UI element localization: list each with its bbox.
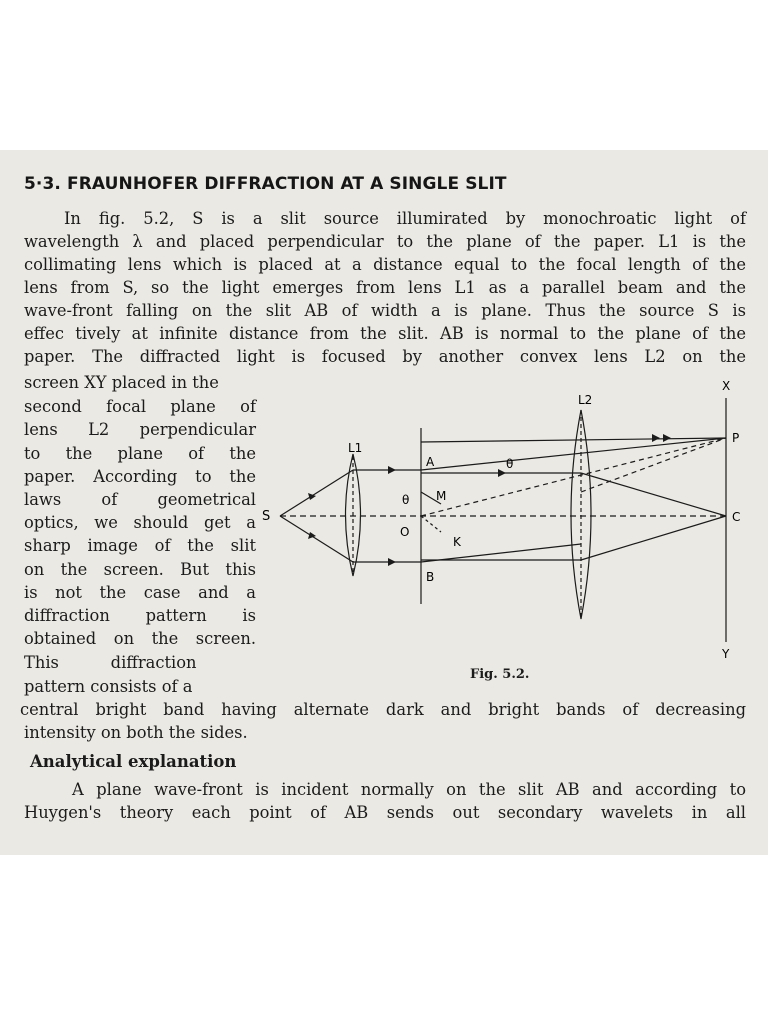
label-theta-slit: θ: [402, 493, 410, 507]
paragraph-1-line: wavelength λ and placed perpendicular to the plane of the paper. L1 is the: [24, 232, 746, 251]
wrapped-line: lens L2 perpendicular: [24, 420, 256, 439]
label-m: M: [436, 489, 447, 503]
wrapped-line: is not the case and a: [24, 583, 256, 602]
label-c: C: [732, 510, 741, 524]
section-heading: 5·3. FRAUNHOFER DIFFRACTION AT A SINGLE SLIT: [24, 174, 507, 194]
label-k: K: [453, 535, 461, 549]
paragraph-2-line: A plane wave-front is incident normally on the slit AB and according to: [72, 780, 746, 799]
label-theta-top: θ: [506, 457, 514, 471]
label-l2: L2: [578, 393, 593, 407]
paragraph-1-line: wave-front falling on the slit AB of width a is plane. Thus the source S is: [24, 301, 746, 320]
label-l1: L1: [348, 441, 363, 455]
paragraph-1-line: In fig. 5.2, S is a slit source illumirated by monochroatic light of: [64, 209, 746, 228]
wrapped-line: paper. According to the: [24, 467, 256, 486]
paragraph-1-line: collimating lens which is placed at a distance equal to the focal length of the: [24, 255, 746, 274]
wrapped-line: laws of geometrical: [24, 490, 256, 509]
label-o: O: [400, 525, 410, 539]
wrapped-line: to the plane of the: [24, 444, 256, 463]
label-x: X: [722, 379, 731, 393]
wrapped-line: obtained on the screen.: [24, 629, 256, 648]
label-b: B: [426, 570, 435, 584]
paragraph-1-line: effec tively at infinite distance from the slit. AB is normal to the plane of the: [24, 324, 746, 343]
continuation-line: intensity on both the sides.: [24, 723, 248, 742]
label-a: A: [426, 455, 435, 469]
label-y: Y: [722, 647, 730, 661]
wrapped-line: sharp image of the slit: [24, 536, 256, 555]
wrapped-line: second focal plane of: [24, 397, 256, 416]
wrapped-line: optics, we should get a: [24, 513, 256, 532]
continuation-line: central bright band having alternate dark and bright bands of decreasing: [20, 700, 746, 719]
paragraph-2-line: Huygen's theory each point of AB sends out secondary wavelets in all: [24, 803, 746, 822]
wrapped-line: pattern consists of a: [24, 677, 193, 696]
wrapped-line: diffraction pattern is: [24, 606, 256, 625]
label-p: P: [732, 431, 740, 445]
wrapped-line: This diffraction: [24, 653, 197, 672]
wrapped-line: screen XY placed in the: [24, 373, 219, 392]
paragraph-1-line: paper. The diffracted light is focused by another convex lens L2 on the: [24, 347, 746, 366]
label-s: S: [262, 509, 271, 524]
figure-caption: Fig. 5.2.: [470, 667, 530, 682]
diffraction-figure: [256, 374, 752, 664]
wrapped-line: on the screen. But this: [24, 560, 256, 579]
paragraph-1-line: lens from S, so the light emerges from lens L1 as a parallel beam and the: [24, 278, 746, 297]
subheading: Analytical explanation: [30, 752, 237, 771]
